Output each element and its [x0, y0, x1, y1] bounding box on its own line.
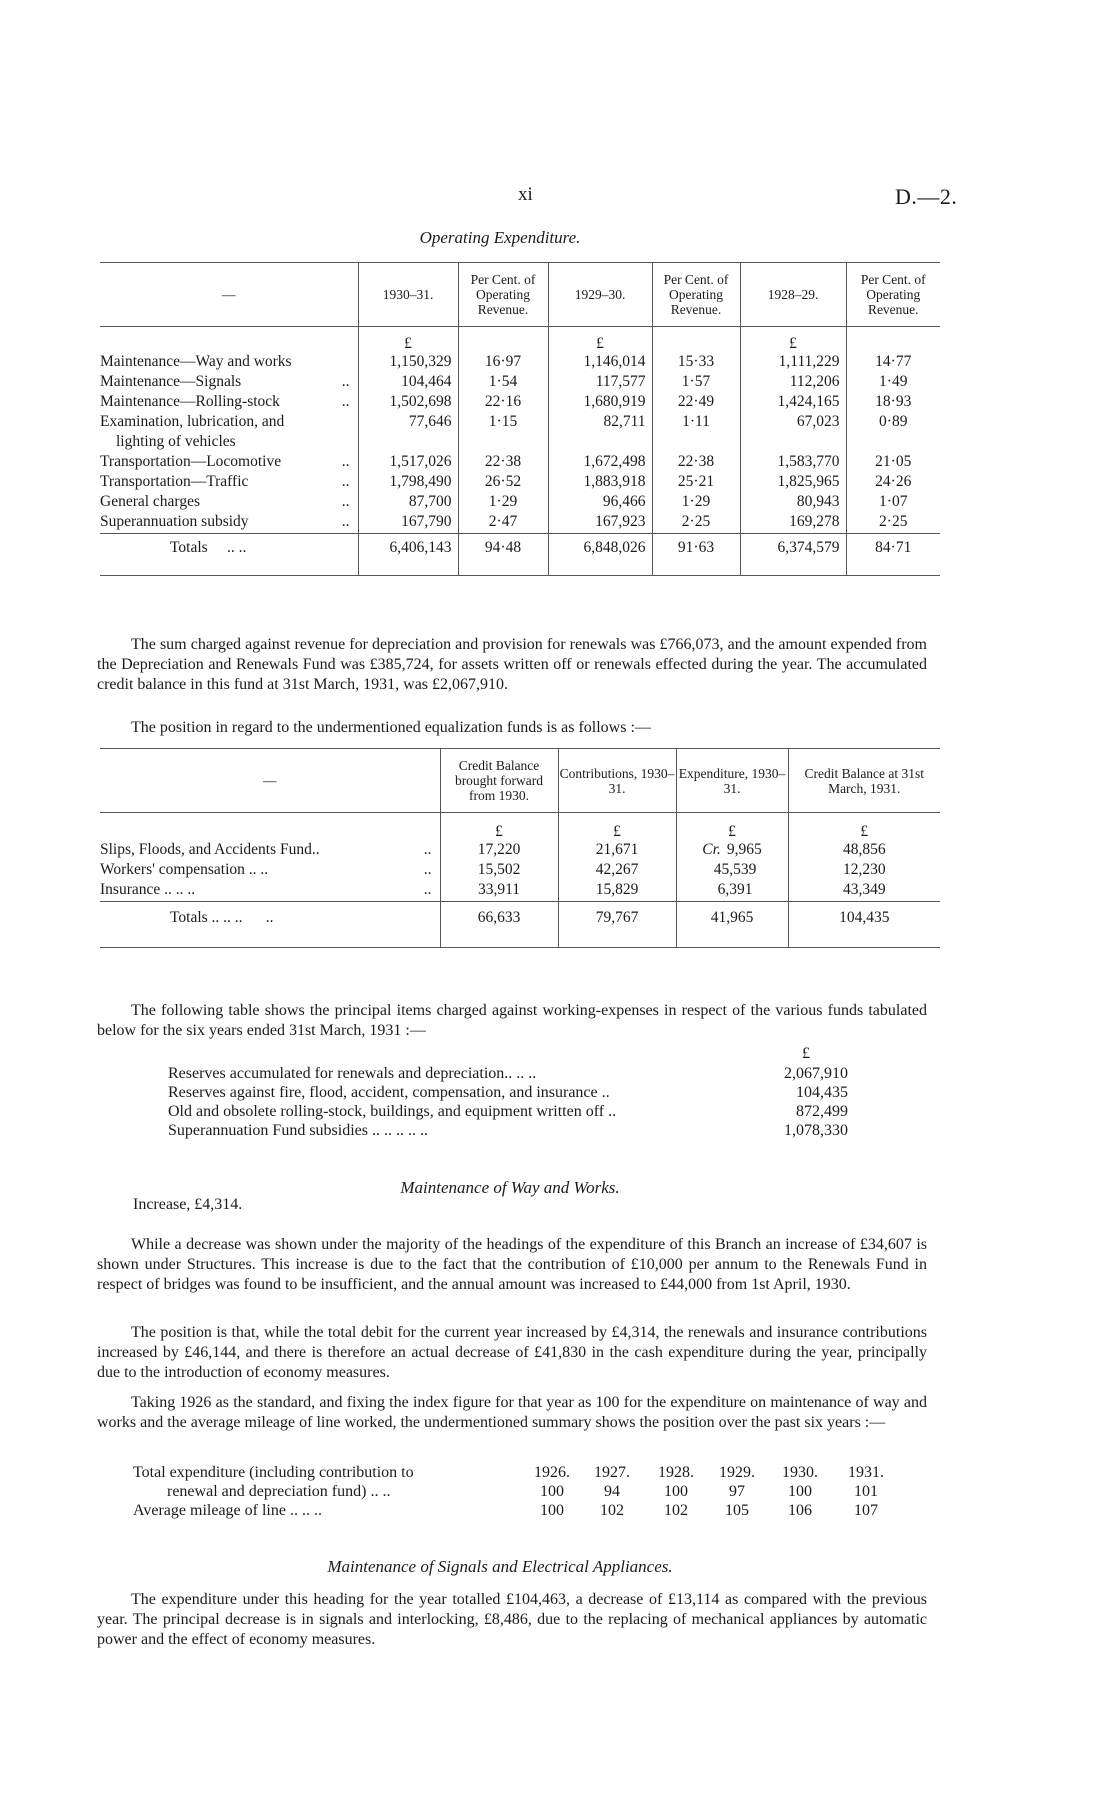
table-header-row [100, 263, 940, 327]
cell-value: 21,671 [558, 841, 676, 861]
year-header: 1926. [534, 1464, 570, 1481]
cell-percent: 22·38 [652, 453, 740, 473]
index-value: 106 [788, 1502, 812, 1519]
currency-symbol: £ [788, 813, 940, 842]
equalization-funds-table [100, 748, 940, 948]
column-header: 1929–30. [548, 263, 652, 327]
cell-percent: 22·49 [652, 393, 740, 413]
cell-percent: 16·97 [458, 353, 548, 373]
list-item-value: 104,435 [796, 1084, 848, 1101]
cell-value: 112,206 [740, 373, 846, 393]
cell-value: 96,466 [548, 493, 652, 513]
totals-label: Totals .. .. [170, 539, 247, 556]
totals-value: 79,767 [558, 909, 676, 947]
totals-value: 6,406,143 [358, 539, 458, 575]
table-row [100, 861, 940, 881]
cell-percent: 2·47 [458, 513, 548, 533]
index-value: 100 [540, 1483, 564, 1500]
row-label: Insurance .. .. .. .. [100, 881, 432, 898]
row-label: Transportation—Traffic .. [100, 473, 350, 490]
year-header: 1928. [658, 1464, 694, 1481]
row-label: Maintenance—Way and works [100, 353, 292, 370]
table-row [100, 881, 940, 901]
cell-percent: 1·11 [652, 413, 740, 433]
currency-symbol: £ [358, 327, 458, 354]
cell-value: 167,923 [548, 513, 652, 533]
cell-value: 169,278 [740, 513, 846, 533]
totals-percent: 94·48 [458, 539, 548, 575]
index-value: 101 [854, 1483, 878, 1500]
row-label: lighting of vehicles [116, 433, 236, 450]
cell-value: 6,391 [676, 881, 788, 901]
principal-items-paragraph: The following table shows the principal items charged against working-expenses in respect of the various funds tabulated below for the six years ended 31st March, 1931 :— [97, 1002, 927, 1039]
cell-value: 67,023 [740, 413, 846, 433]
row-label: Transportation—Locomotive .. [100, 453, 350, 470]
currency-symbol: £ [740, 327, 846, 354]
cell-value: 104,464 [358, 373, 458, 393]
index-value: 94 [604, 1483, 620, 1500]
currency-symbol: £ [676, 813, 788, 842]
cell-percent: 2·25 [652, 513, 740, 533]
cell-value: 12,230 [788, 861, 940, 881]
column-header: Per Cent. of Operating Revenue. [846, 263, 940, 327]
cell-value: 45,539 [676, 861, 788, 881]
page-number: xi [518, 184, 533, 205]
cell-value: 1,517,026 [358, 453, 458, 473]
cell-value [740, 433, 846, 453]
index-value: 100 [788, 1483, 812, 1500]
cell-percent [652, 433, 740, 453]
row-label: Maintenance—Signals .. [100, 373, 350, 390]
cell-value: 82,711 [548, 413, 652, 433]
column-header: Per Cent. of Operating Revenue. [652, 263, 740, 327]
cell-percent: 26·52 [458, 473, 548, 493]
list-item-value: 872,499 [796, 1103, 848, 1120]
index-value: 102 [664, 1502, 688, 1519]
totals-value: 6,374,579 [740, 539, 846, 575]
cell-percent: 15·33 [652, 353, 740, 373]
cell-percent: 1·07 [846, 493, 940, 513]
cell-percent: 21·05 [846, 453, 940, 473]
cell-percent: 0·89 [846, 413, 940, 433]
row-label: General charges .. [100, 493, 350, 510]
cell-value: 77,646 [358, 413, 458, 433]
operating-expenditure-title: Operating Expenditure. [419, 228, 581, 247]
cell-value: 1,672,498 [548, 453, 652, 473]
cell-value: 48,856 [788, 841, 940, 861]
cell-value: 1,883,918 [548, 473, 652, 493]
table-row [100, 473, 940, 493]
cell-value: Cr. 9,965 [676, 841, 788, 861]
cell-percent: 22·38 [458, 453, 548, 473]
totals-row [100, 909, 940, 947]
totals-value: 104,435 [788, 909, 940, 947]
cell-value [548, 433, 652, 453]
table-row [100, 393, 940, 413]
cell-percent: 1·57 [652, 373, 740, 393]
cell-value: 33,911 [440, 881, 558, 901]
cell-value: 15,829 [558, 881, 676, 901]
column-header: Contributions, 1930–31. [558, 749, 676, 813]
cell-percent: 24·26 [846, 473, 940, 493]
cell-value: 1,583,770 [740, 453, 846, 473]
column-header: 1928–29. [740, 263, 846, 327]
currency-row [100, 813, 940, 842]
cell-value: 1,680,919 [548, 393, 652, 413]
cell-percent [458, 433, 548, 453]
index-value: 107 [854, 1502, 878, 1519]
index-value: 100 [664, 1483, 688, 1500]
way-works-paragraph-1: While a decrease was shown under the majority of the headings of the expenditure of this Branch an increase of £34,607 is shown under Structures. This increase is due to the fact that the contribution of £10,000 per annum to the Renewals Fund in respect of bridges was found to be insufficient, and the annual amount was increased to £44,000 from 1st April, 1930. [97, 1236, 927, 1293]
cell-value [358, 433, 458, 453]
way-works-paragraph-3: Taking 1926 as the standard, and fixing the index figure for that year as 100 for the expenditure on maintenance of way and works and the average mileage of line worked, the undermentioned summary shows the position over the past six years :— [97, 1394, 927, 1431]
cell-value: 1,111,229 [740, 353, 846, 373]
column-header: Credit Balance brought forward from 1930. [440, 749, 558, 813]
cell-percent: 1·15 [458, 413, 548, 433]
index-value: 105 [725, 1502, 749, 1519]
totals-value: 41,965 [676, 909, 788, 947]
table-row [100, 353, 940, 373]
cell-value: 1,798,490 [358, 473, 458, 493]
year-header: 1930. [782, 1464, 818, 1481]
row-label: Maintenance—Rolling-stock .. [100, 393, 350, 410]
cell-percent: 22·16 [458, 393, 548, 413]
list-item-value: 1,078,330 [784, 1122, 848, 1139]
cell-percent: 1·29 [652, 493, 740, 513]
row-label: Superannuation subsidy .. [100, 513, 350, 530]
way-works-title: Maintenance of Way and Works. [400, 1178, 620, 1197]
cell-percent: 1·29 [458, 493, 548, 513]
cell-value: 15,502 [440, 861, 558, 881]
totals-percent: 91·63 [652, 539, 740, 575]
totals-value: 6,848,026 [548, 539, 652, 575]
column-header: — [222, 287, 236, 302]
cell-percent: 25·21 [652, 473, 740, 493]
index-value: 100 [540, 1502, 564, 1519]
signals-paragraph: The expenditure under this heading for the year totalled £104,463, a decrease of £13,114 as compared with the previous year. The principal decrease is in signals and interlocking, £8,486, due to the replacing of mechanical appliances by automatic power and the effect of economy measures. [97, 1591, 927, 1648]
currency-symbol: £ [558, 813, 676, 842]
year-header: 1931. [848, 1464, 884, 1481]
list-item-label: Old and obsolete rolling-stock, buildings, and equipment written off .. [168, 1103, 617, 1120]
cell-value: 1,825,965 [740, 473, 846, 493]
cell-value: 17,220 [440, 841, 558, 861]
document-reference: D.—2. [895, 184, 958, 209]
cell-percent: 14·77 [846, 353, 940, 373]
totals-row [100, 539, 940, 575]
row-label: Examination, lubrication, and [100, 413, 285, 430]
totals-value: 66,633 [440, 909, 558, 947]
column-header: Credit Balance at 31st March, 1931. [788, 749, 940, 813]
cell-percent [846, 433, 940, 453]
table-header-row [100, 749, 940, 813]
column-header: 1930–31. [358, 263, 458, 327]
index-row-label: Total expenditure (including contribution to [133, 1464, 414, 1481]
cell-value: 167,790 [358, 513, 458, 533]
index-value: 102 [600, 1502, 624, 1519]
list-item-label: Reserves accumulated for renewals and depreciation.. .. .. [168, 1065, 537, 1082]
list-item-label: Reserves against fire, flood, accident, compensation, and insurance .. [168, 1084, 610, 1101]
index-row-label: Average mileage of line .. .. .. [133, 1502, 322, 1519]
currency-row [100, 327, 940, 354]
depreciation-paragraph: The sum charged against revenue for depreciation and provision for renewals was £766,073, and the amount expended from the Depreciation and Renewals Fund was £385,724, for assets written off or renewals effected during the year. The accumulated credit balance in this fund at 31st March, 1931, was £2,067,910. [97, 636, 927, 693]
way-works-paragraph-2: The position is that, while the total debit for the current year increased by £4,314, the renewals and insurance contributions increased by £46,144, and there is therefore an actual decrease of £41,830 in the cash expenditure during the year, principally due to the introduction of economy measures. [97, 1324, 927, 1381]
cell-value: 43,349 [788, 881, 940, 901]
index-row-label: renewal and depreciation fund) .. .. [167, 1483, 391, 1500]
cell-percent: 1·54 [458, 373, 548, 393]
cell-value: 80,943 [740, 493, 846, 513]
index-value: 97 [729, 1483, 745, 1500]
currency-symbol: £ [802, 1045, 810, 1062]
list-item-value: 2,067,910 [784, 1065, 848, 1082]
table-row [100, 373, 940, 393]
totals-label: Totals .. .. .. .. [170, 909, 274, 926]
totals-percent: 84·71 [846, 539, 940, 575]
cell-value: 42,267 [558, 861, 676, 881]
row-label: Slips, Floods, and Accidents Fund.. .. [100, 841, 432, 858]
funds-intro-paragraph: The position in regard to the undermentioned equalization funds is as follows :— [131, 719, 651, 736]
table-row [100, 453, 940, 473]
cell-percent: 18·93 [846, 393, 940, 413]
cell-percent: 1·49 [846, 373, 940, 393]
table-row [100, 513, 940, 533]
table-row [100, 433, 940, 453]
column-header: Per Cent. of Operating Revenue. [458, 263, 548, 327]
cell-value: 1,502,698 [358, 393, 458, 413]
signals-title: Maintenance of Signals and Electrical Appliances. [327, 1557, 673, 1576]
currency-symbol: £ [440, 813, 558, 842]
cell-value: 1,146,014 [548, 353, 652, 373]
table-row [100, 413, 940, 433]
side-note: Increase, £4,314. [133, 1196, 243, 1213]
list-item-label: Superannuation Fund subsidies .. .. .. .. .. [168, 1122, 428, 1139]
column-header: — [263, 773, 277, 788]
cell-value: 87,700 [358, 493, 458, 513]
cell-percent: 2·25 [846, 513, 940, 533]
cell-value: 117,577 [548, 373, 652, 393]
table-row [100, 841, 940, 861]
cell-value: 1,424,165 [740, 393, 846, 413]
table-row [100, 493, 940, 513]
year-header: 1927. [594, 1464, 630, 1481]
operating-expenditure-table [100, 262, 940, 576]
column-header: Expenditure, 1930–31. [676, 749, 788, 813]
row-label: Workers' compensation .. .. .. [100, 861, 432, 878]
currency-symbol: £ [548, 327, 652, 354]
year-header: 1929. [719, 1464, 755, 1481]
cell-value: 1,150,329 [358, 353, 458, 373]
